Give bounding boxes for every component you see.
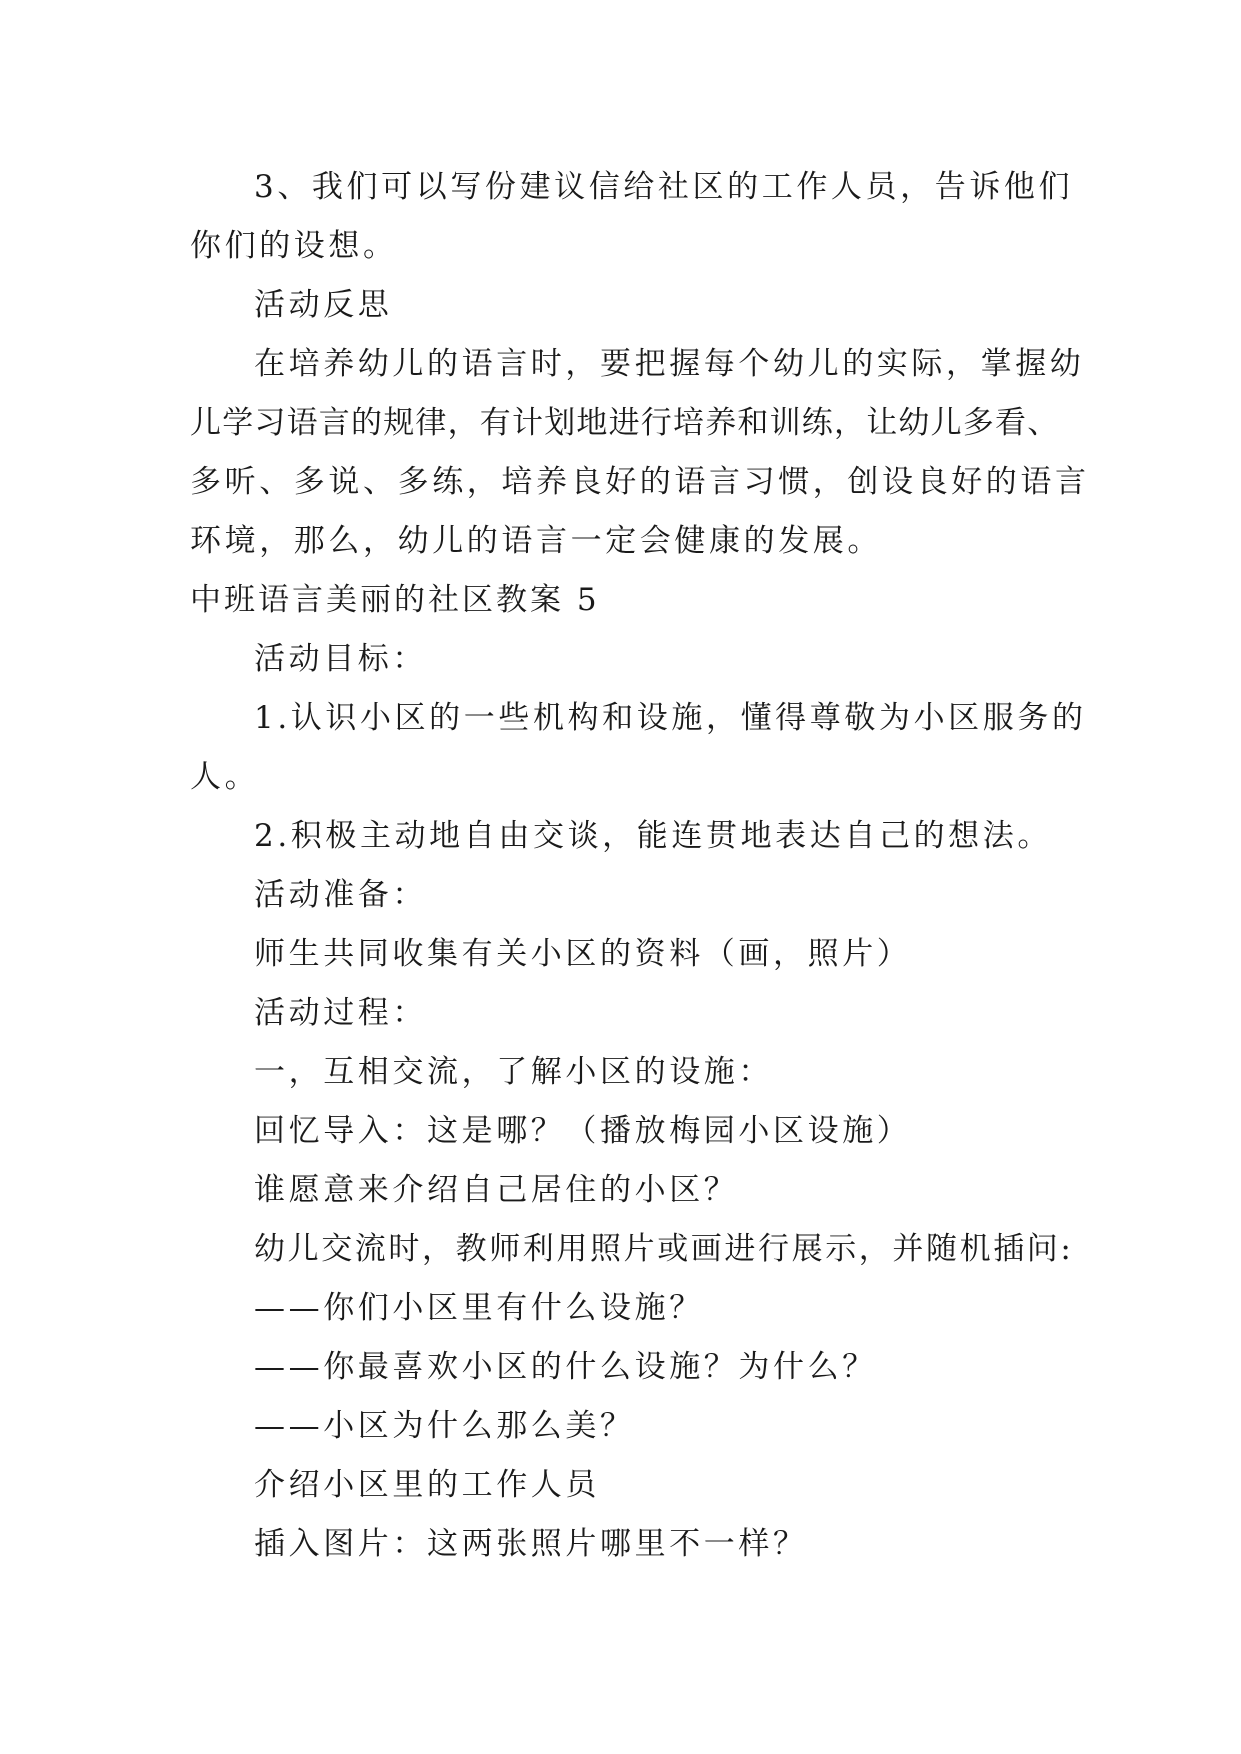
question-line: ——小区为什么那么美？: [254, 1408, 635, 1444]
document-body: [190, 158, 1090, 1574]
paragraph-line: 谁愿意来介绍自己居住的小区？: [254, 1172, 739, 1208]
section-heading: 活动反思: [254, 287, 393, 323]
paragraph-line: 一，互相交流，了解小区的设施：: [254, 1054, 773, 1090]
section-heading: 活动目标：: [254, 641, 427, 677]
paragraph-line: 环境，那么，幼儿的语言一定会健康的发展。: [190, 523, 882, 559]
paragraph-line: 你们的设想。: [190, 228, 398, 264]
section-heading: 活动准备：: [254, 877, 427, 913]
list-item: 1.认识小区的一些机构和设施，懂得尊敬为小区服务的: [254, 700, 1087, 736]
paragraph-line: 多听、多说、多练，培养良好的语言习惯，创设良好的语言: [190, 464, 1090, 500]
paragraph-line: 介绍小区里的工作人员: [254, 1467, 600, 1503]
question-line: ——你们小区里有什么设施？: [254, 1290, 704, 1326]
paragraph-line: 3、我们可以写份建议信给社区的工作人员，告诉他们: [254, 169, 1074, 205]
list-item: 2.积极主动地自由交谈，能连贯地表达自己的想法。: [254, 818, 1052, 854]
paragraph-line: 插入图片：这两张照片哪里不一样？: [254, 1526, 808, 1562]
question-line: ——你最喜欢小区的什么设施？为什么？: [254, 1349, 877, 1385]
lesson-title: 中班语言美丽的社区教案 5: [190, 582, 600, 618]
paragraph-line: 在培养幼儿的语言时，要把握每个幼儿的实际，掌握幼: [254, 346, 1085, 382]
paragraph-line: 人。: [190, 759, 260, 795]
paragraph-line: 回忆导入：这是哪？（播放梅园小区设施）: [254, 1113, 912, 1149]
paragraph-line: 幼儿交流时，教师利用照片或画进行展示，并随机插问:: [254, 1231, 1074, 1267]
section-heading: 活动过程：: [254, 995, 427, 1031]
paragraph-line: 儿学习语言的规律，有计划地进行培养和训练，让幼儿多看、: [190, 405, 1060, 441]
paragraph-line: 师生共同收集有关小区的资料（画，照片）: [254, 936, 912, 972]
